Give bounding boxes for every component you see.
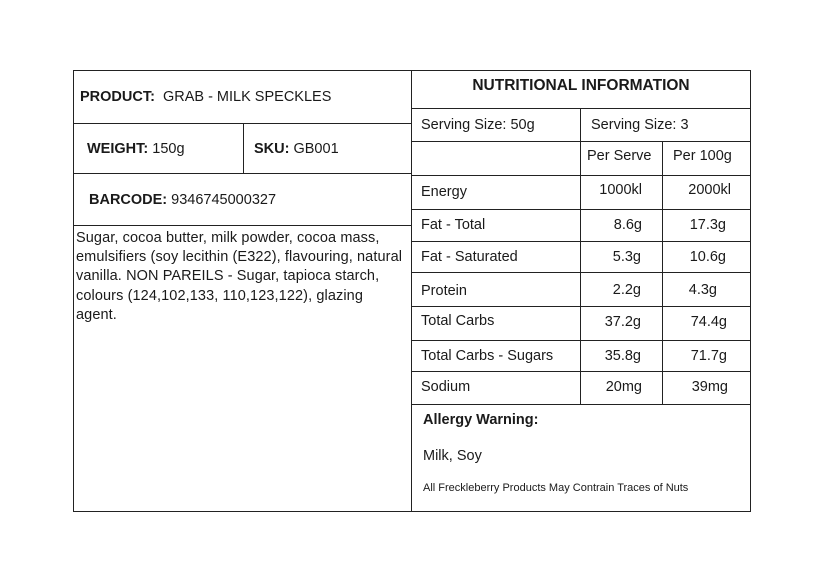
barcode-label: BARCODE: [89, 192, 168, 208]
servings-per-pack: Serving Size: 3 [591, 117, 689, 133]
nutrient-per-serve: 5.3g [612, 249, 641, 265]
nutrient-per-100g: 39mg [691, 379, 728, 395]
nutrient-per-100g: 17.3g [689, 217, 726, 233]
product-label: PRODUCT: [80, 89, 155, 105]
nutrient-per-100g: 74.4g [690, 314, 727, 330]
nutrient-name: Energy [421, 184, 467, 200]
col-header-per-serve: Per Serve [587, 148, 652, 164]
column-divider [411, 70, 412, 512]
nutrient-name: Total Carbs [421, 313, 495, 329]
divider [411, 141, 751, 142]
traces-warning: All Freckleberry Products May Contrain Traces of Nuts [423, 482, 689, 494]
nutrient-per-100g: 4.3g [688, 282, 717, 298]
nutrient-per-100g: 71.7g [690, 348, 727, 364]
barcode-row [89, 193, 276, 208]
nutrient-per-serve: 37.2g [604, 314, 641, 330]
nutrient-per-100g: 10.6g [689, 249, 726, 265]
weight-value: 150g [152, 141, 185, 157]
nutrient-name: Total Carbs - Sugars [421, 348, 554, 364]
nutrient-name: Fat - Total [421, 217, 486, 233]
nutrient-per-100g: 2000kl [688, 182, 731, 198]
divider [243, 123, 244, 174]
divider [411, 340, 751, 341]
divider [411, 371, 751, 372]
divider [411, 306, 751, 307]
weight-row [87, 142, 185, 157]
barcode-value: 9346745000327 [171, 192, 277, 208]
allergens: Milk, Soy [423, 448, 482, 464]
serving-size: Serving Size: 50g [421, 117, 535, 133]
nutrient-name: Protein [421, 283, 467, 299]
nutrient-per-serve: 20mg [605, 379, 642, 395]
divider [411, 108, 751, 109]
sku-row [254, 142, 339, 157]
sku-label: SKU: [254, 141, 290, 157]
ingredients-text: Sugar, cocoa butter, milk powder, cocoa mass, emulsifiers (soy lecithin (E322), flavouring, natural vanilla. NON PAREILS - Sugar, tapioca starch, colours (124,102,133, 110,123,122), glazing agent. [76, 230, 403, 323]
divider [411, 209, 751, 210]
nutrient-name: Fat - Saturated [421, 249, 518, 265]
product-row [80, 90, 331, 105]
sku-value: GB001 [293, 141, 339, 157]
weight-label: WEIGHT: [87, 141, 149, 157]
nutrient-per-serve: 2.2g [612, 282, 641, 298]
allergy-title: Allergy Warning: [423, 412, 539, 428]
product-value: GRAB - MILK SPECKLES [162, 89, 332, 105]
nutrient-per-serve: 35.8g [604, 348, 641, 364]
divider [411, 404, 751, 405]
divider [411, 241, 751, 242]
divider [662, 141, 663, 405]
divider [73, 225, 412, 226]
divider [411, 272, 751, 273]
nutrient-per-serve: 8.6g [613, 217, 642, 233]
nutrition-title: NUTRITIONAL INFORMATION [472, 77, 690, 94]
nutrient-name: Sodium [421, 379, 471, 395]
col-header-per-100g: Per 100g [673, 148, 732, 164]
nutrient-per-serve: 1000kl [599, 182, 642, 198]
divider [411, 175, 751, 176]
